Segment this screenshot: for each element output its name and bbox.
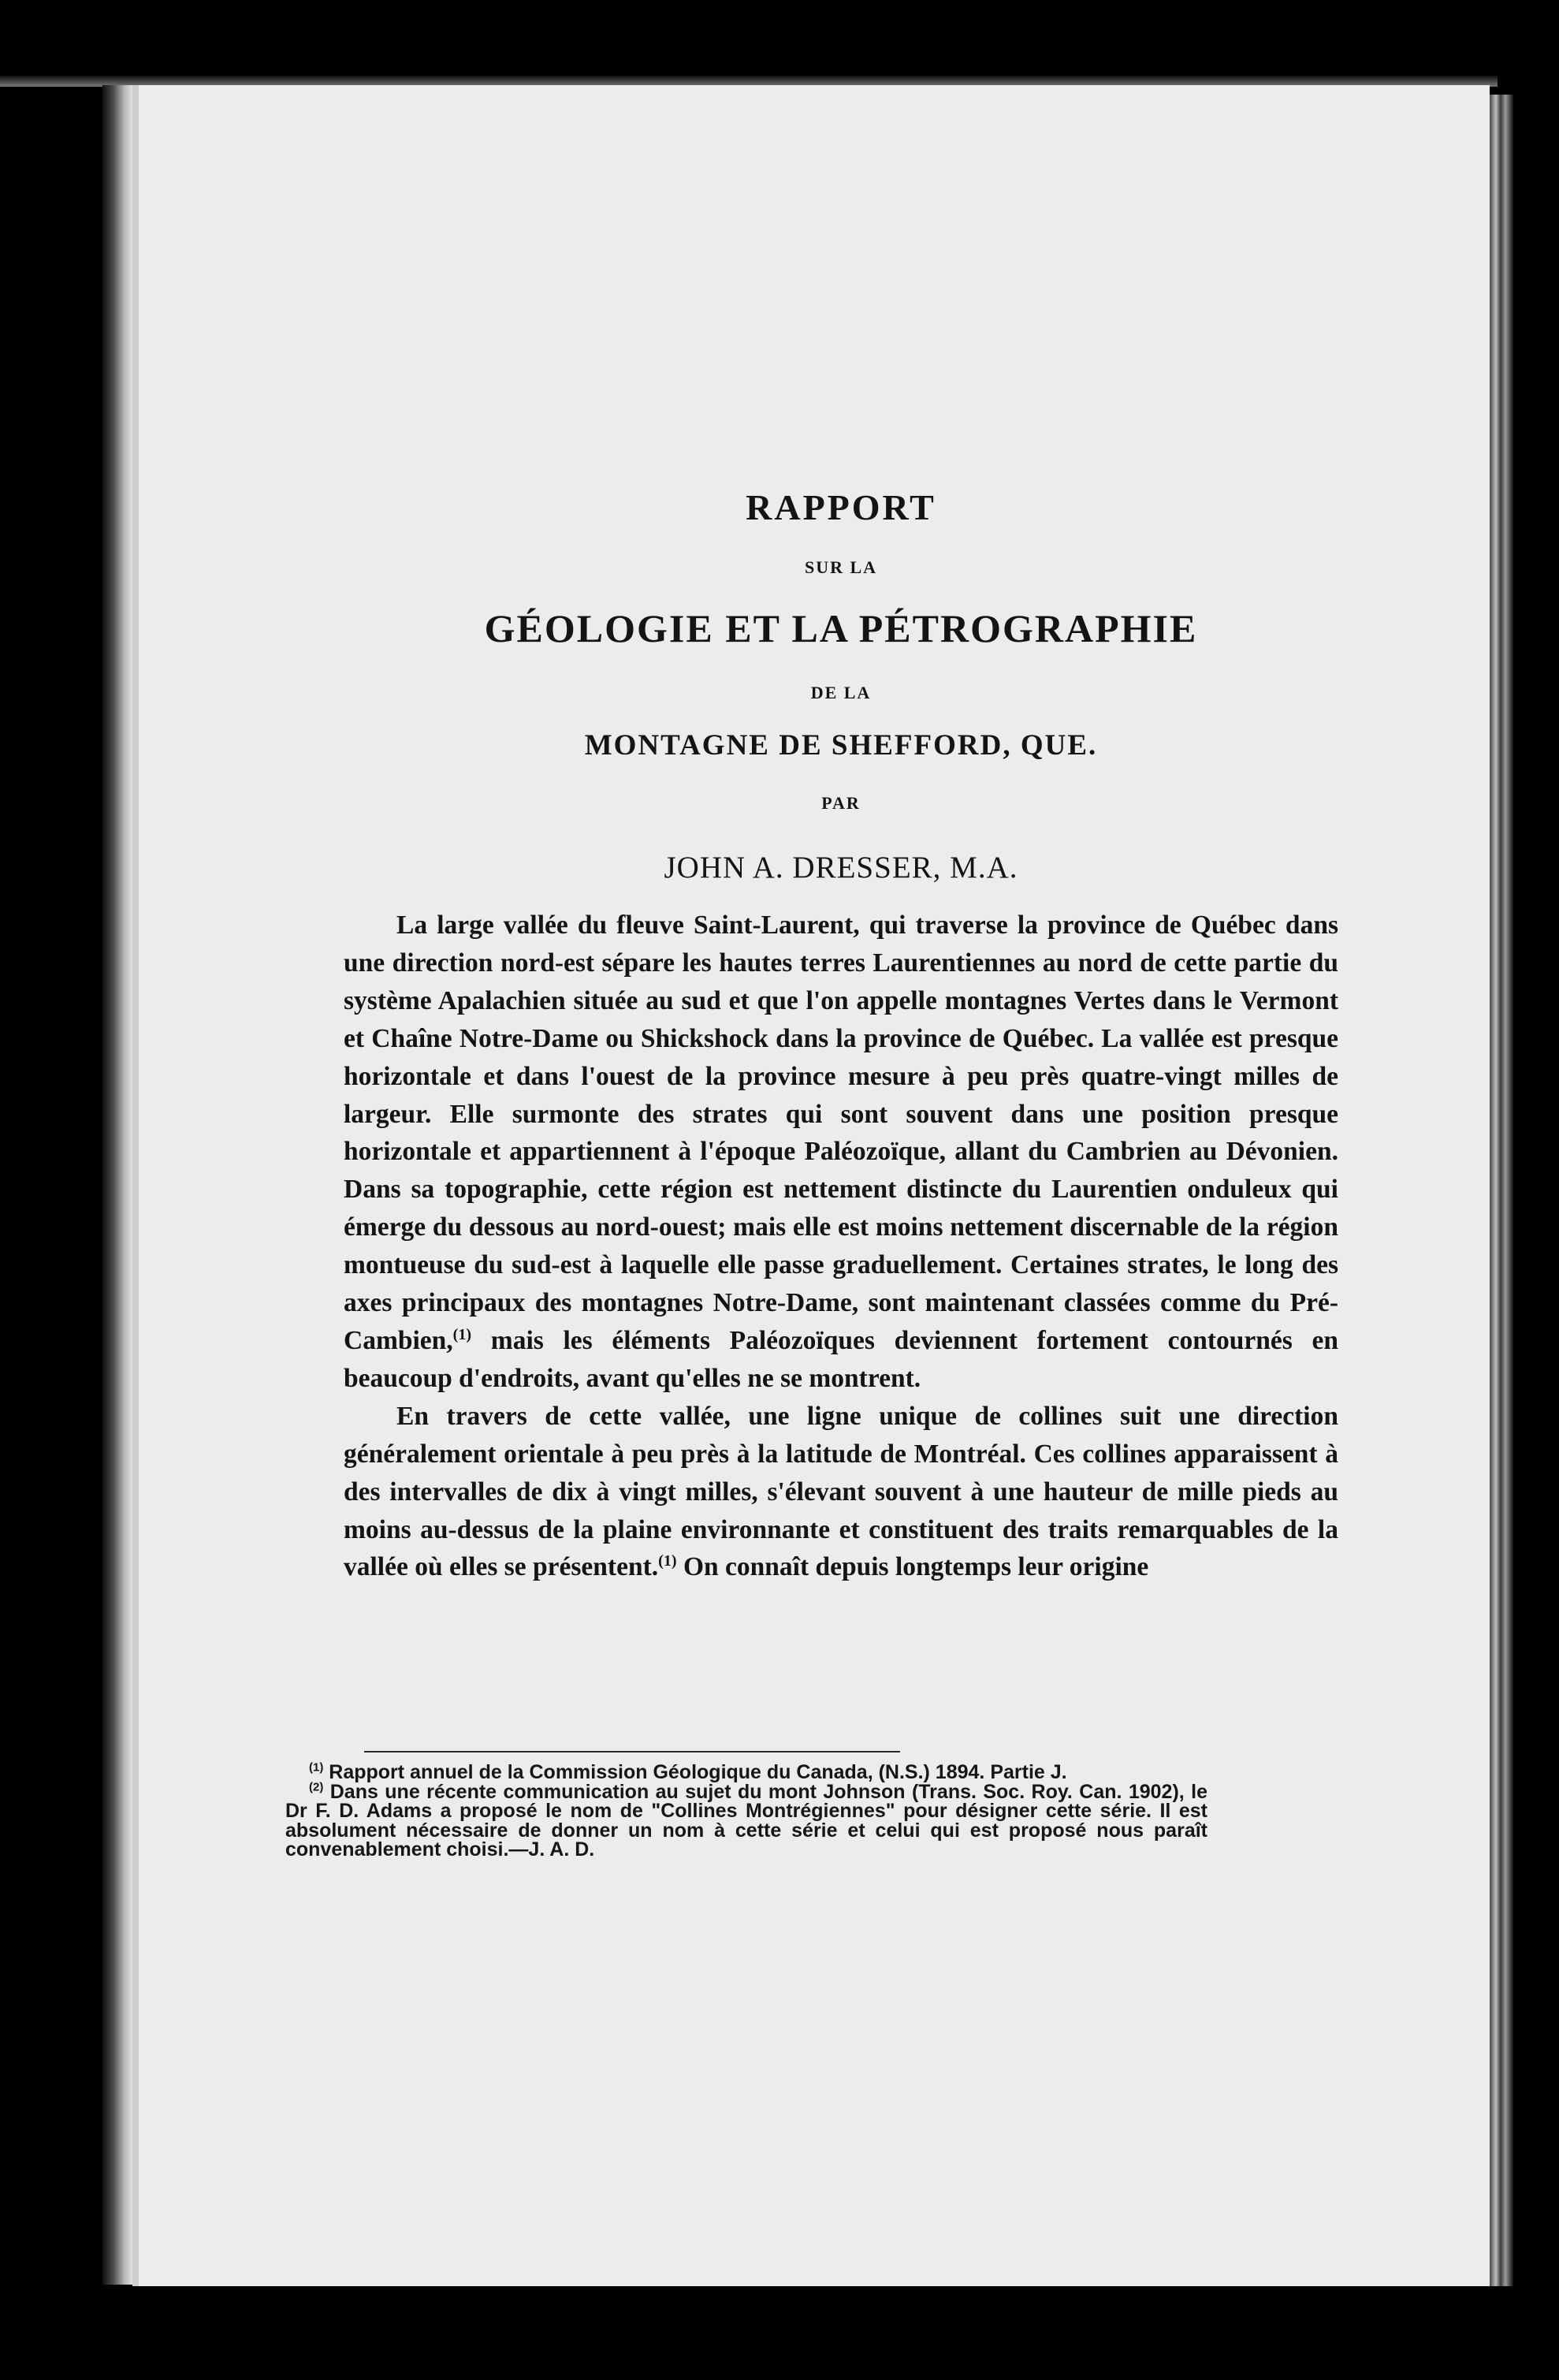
page-right-edge <box>1490 95 1513 2286</box>
footnote-2-mark: (2) <box>309 1780 324 1794</box>
footnote-1-text: Rapport annuel de la Commission Géologique du Canada, (N.S.) 1894. Partie J. <box>323 1761 1067 1783</box>
paragraph-1 <box>344 907 1338 1398</box>
author-name: JOHN A. DRESSER, M.A. <box>664 851 1018 885</box>
title-montagne: MONTAGNE DE SHEFFORD, QUE. <box>584 729 1098 762</box>
body-text <box>344 907 1338 1586</box>
footnote-1 <box>285 1760 1207 1783</box>
footnote-divider <box>364 1751 900 1752</box>
paragraph-2-text: En travers de cette vallée, une ligne unique de collines suit une direction généralement orientale à peu près à la latitude de Montréal. Ces collines apparaissent à des intervalles de dix à vingt milles, s'élevant souvent à une hauteur de mille pieds au moins au-dessus de la plaine environnante et constituent des traits remarquables de la vallée où elles se présentent. <box>344 1401 1338 1582</box>
title-sur-la: SUR LA <box>804 557 878 577</box>
paragraph-2-text-cont: On connaît depuis longtemps leur origine <box>676 1552 1149 1582</box>
footnote-2 <box>285 1782 1207 1860</box>
page-binding-edge <box>102 85 132 2285</box>
footnote-2-text: Dans une récente communication au sujet du mont Johnson (Trans. Soc. Roy. Can. 1902), le Dr F. D. Adams a proposé le nom de "Collines Montrégiennes" pour désigner cette série. Il est absolument nécessaire de donner un nom à cette série et celui qui est proposé nous paraît convenablement choisi.—J. A. D. <box>285 1780 1207 1860</box>
title-par: PAR <box>821 793 861 813</box>
footnote-ref-1: (1) <box>452 1325 472 1343</box>
paragraph-1-text: La large vallée du fleuve Saint-Laurent, qui traverse la province de Québec dans une direction nord-est sépare les hautes terres Laurentiennes au nord de cette partie du système Apalachien située au sud et que l'on appelle montagnes Vertes dans le Vermont et Chaîne Notre-Dame ou Shickshock dans la province de Québec. La vallée est presque horizontale et dans l'ouest de la province mesure à peu près quatre-vingt milles de largeur. Elle surmonte des strates qui sont souvent dans une position presque horizontale et appartiennent à l'époque Paléozoïque, allant du Cambrien au Dévonien. Dans sa topographie, cette région est nettement distincte du Laurentien onduleux qui émerge du dessous au nord-ouest; mais elle est moins nettement discernable de la région montueuse du sud-est à laquelle elle passe graduellement. Certaines strates, le long des axes principaux des montagnes Notre-Dame, sont maintenant classées comme du Pré-Cambien, <box>344 911 1338 1355</box>
footnote-1-mark: (1) <box>309 1760 324 1775</box>
title-geologie: GÉOLOGIE ET LA PÉTROGRAPHIE <box>484 606 1198 650</box>
paragraph-1-text-cont: mais les éléments Paléozoïques deviennent fortement contournés en beaucoup d'endroits, avant qu'elles ne se montrent. <box>344 1325 1338 1393</box>
title-de-la: DE LA <box>810 683 872 702</box>
footnotes <box>285 1760 1207 1860</box>
paragraph-2 <box>344 1398 1338 1587</box>
title-rapport: RAPPORT <box>746 487 936 527</box>
footnote-ref-2: (1) <box>658 1552 677 1570</box>
